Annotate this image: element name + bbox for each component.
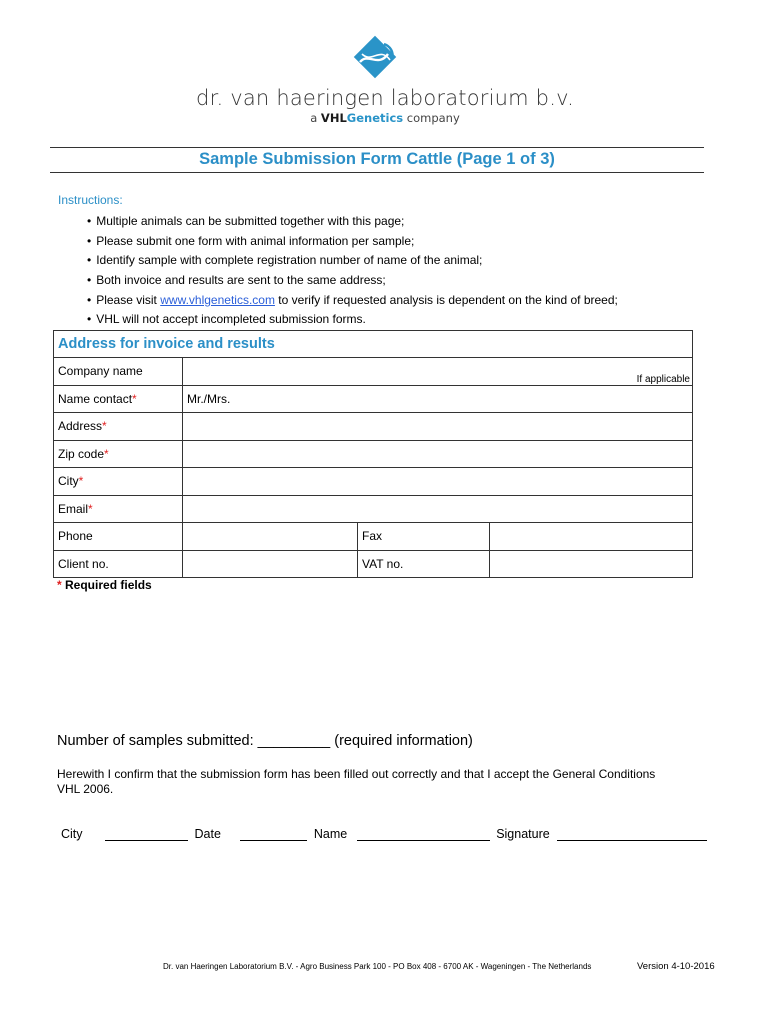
- company-name-field[interactable]: [183, 358, 693, 386]
- fax-field[interactable]: [490, 523, 693, 551]
- instruction-item: • Both invoice and results are sent to the same address;: [87, 271, 618, 291]
- instruction-item: • Identify sample with complete registration number of name of the animal;: [87, 251, 618, 271]
- client-no-field[interactable]: [183, 550, 358, 578]
- instruction-item: • Please submit one form with animal information per sample;: [87, 232, 618, 252]
- vhl-logo-icon: [350, 32, 400, 82]
- company-subtitle: a VHLGenetics company: [310, 111, 460, 125]
- name-sign-label: Name: [313, 827, 348, 841]
- company-name: dr. van haeringen laboratorium b.v.: [196, 86, 574, 110]
- city-field[interactable]: [183, 468, 693, 496]
- vat-no-label: VAT no.: [358, 550, 490, 578]
- fax-label: Fax: [358, 523, 490, 551]
- required-fields-note: * Required fields: [57, 578, 152, 592]
- instruction-item: • Please visit www.vhlgenetics.com to verify if requested analysis is dependent on the kind of breed;: [87, 291, 618, 311]
- signature-field[interactable]: [557, 826, 707, 841]
- address-section-title: Address for invoice and results: [54, 331, 693, 358]
- phone-field[interactable]: [183, 523, 358, 551]
- email-field[interactable]: [183, 495, 693, 523]
- instruction-item: • VHL will not accept incompleted submission forms.: [87, 310, 618, 330]
- address-field[interactable]: [183, 413, 693, 441]
- form-title: Sample Submission Form Cattle (Page 1 of 3): [199, 150, 555, 168]
- instructions-list: [87, 212, 618, 330]
- if-applicable-note: If applicable: [636, 373, 690, 385]
- name-sign-field[interactable]: [357, 826, 490, 841]
- vat-no-field[interactable]: [490, 550, 693, 578]
- name-contact-field[interactable]: Mr./Mrs.: [183, 385, 693, 413]
- city-label: City*: [54, 468, 183, 496]
- company-name-label: Company name: [54, 358, 183, 386]
- email-label: Email*: [54, 495, 183, 523]
- instructions-label: Instructions:: [58, 193, 123, 207]
- signature-row: [61, 826, 707, 841]
- name-contact-label: Name contact*: [54, 385, 183, 413]
- address-table: [53, 330, 693, 578]
- signature-label: Signature: [496, 827, 550, 841]
- samples-submitted-line[interactable]: Number of samples submitted: _________ (required information): [57, 733, 473, 749]
- city-sign-label: City: [61, 827, 83, 841]
- address-label: Address*: [54, 413, 183, 441]
- client-no-label: Client no.: [54, 550, 183, 578]
- zip-code-label: Zip code*: [54, 440, 183, 468]
- footer-address: Dr. van Haeringen Laboratorium B.V. - Agro Business Park 100 - PO Box 408 - 6700 AK - Wageningen - The Netherlands: [163, 962, 592, 971]
- confirmation-text: Herewith I confirm that the submission form has been filled out correctly and that I accept the General Conditions VHL 2006.: [57, 767, 656, 796]
- zip-code-field[interactable]: [183, 440, 693, 468]
- title-bottom-rule: [50, 172, 704, 173]
- date-sign-label: Date: [194, 827, 221, 841]
- phone-label: Phone: [54, 523, 183, 551]
- date-sign-field[interactable]: [240, 826, 307, 841]
- instruction-item: • Multiple animals can be submitted together with this page;: [87, 212, 618, 232]
- vhlgenetics-link[interactable]: www.vhlgenetics.com: [160, 292, 275, 307]
- version-label: Version 4-10-2016: [637, 961, 715, 972]
- city-sign-field[interactable]: [105, 826, 188, 841]
- title-top-rule: [50, 147, 704, 148]
